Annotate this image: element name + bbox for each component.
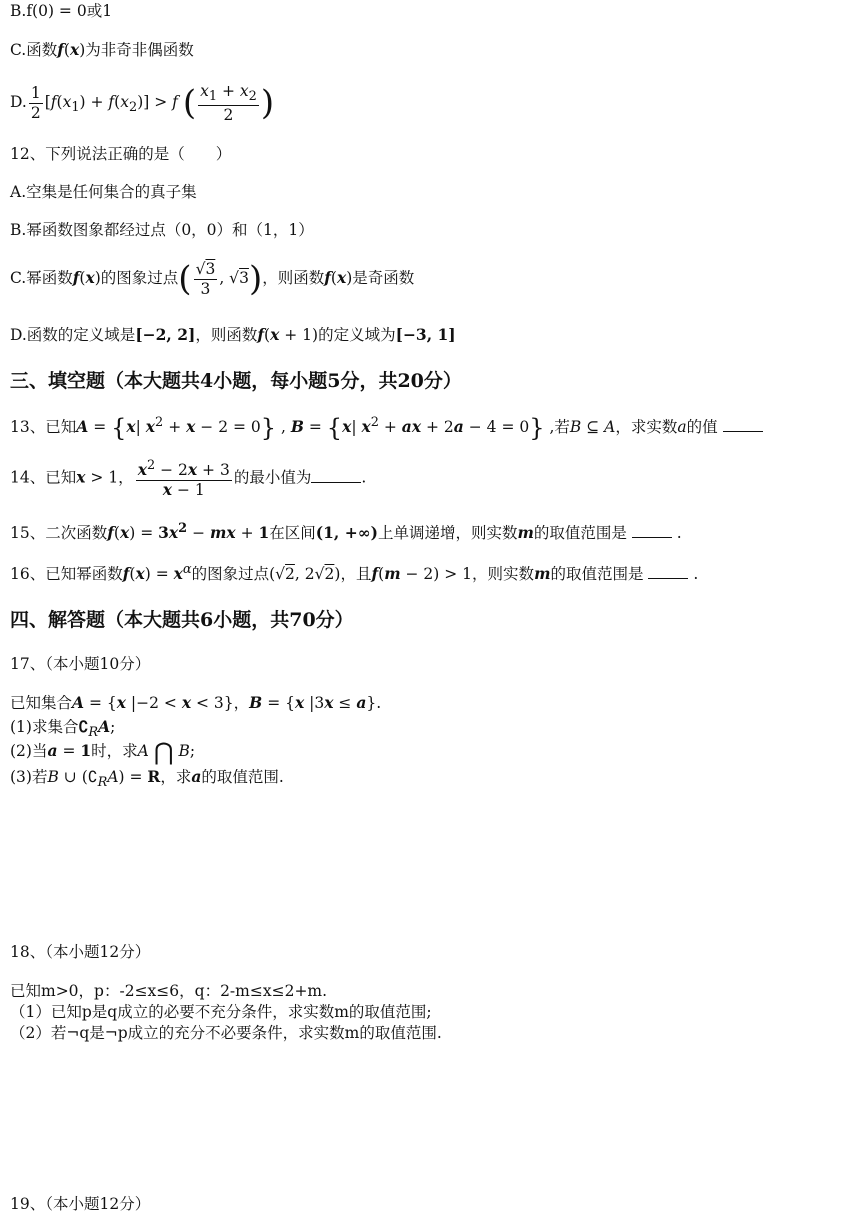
q17-part-1: (1)求集合$∁_RA$;	[10, 717, 116, 741]
q16: 16、已知幂函数$f(x) = x^\alpha$的图象过点(√2, 2√2)，且f(m − 2) > 1，则实数m的取值范围是 .	[10, 562, 699, 584]
q17-head: 17、（本小题10分）	[10, 655, 151, 673]
q18-stem: 已知m>0，p：-2≤x≤6，q：2-m≤x≤2+m.	[10, 982, 328, 1000]
q13: 13、已知A = {x| $x^2 + x - 2 = 0$} , B = {x| $x^2$ + ax + 2a − 4 = 0} ,若B ⊆ A，求实数a的值	[10, 415, 763, 440]
q17-part-2: (2)当a = 1时，求A ⋂ B;	[10, 738, 196, 766]
q18-part-2: （2）若¬q是¬p成立的充分不必要条件，求实数m的取值范围.	[10, 1024, 442, 1042]
q11-option-b: B.f(0) = 0或1	[10, 2, 113, 20]
section-4-title: 四、解答题（本大题共6小题，共70分）	[10, 609, 354, 631]
q17-stem: 已知集合A = {x |−2 < x < 3}，B = {x |3x ≤ a}.	[10, 693, 382, 712]
q18-head: 18、（本小题12分）	[10, 943, 151, 961]
q19-head: 19、（本小题12分）	[10, 1195, 151, 1213]
q18-part-1: （1）已知p是q成立的必要不充分条件，求实数m的取值范围;	[10, 1003, 432, 1021]
q17-part-3: (3)若B ∪ $(∁_RA) = R$，求a的取值范围.	[10, 767, 284, 791]
q12-option-a: A.空集是任何集合的真子集	[10, 183, 197, 201]
q12-option-b: B.幂函数图象都经过点（0，0）和（1，1）	[10, 221, 314, 239]
q12-option-d: D.函数的定义域是[−2, 2]，则函数f(x + 1)的定义域为[−3, 1]	[10, 325, 456, 344]
q11-option-c: C.函数f(x)为非奇非偶函数	[10, 40, 194, 59]
q14: 14、已知x > 1， $\frac{x^2 - 2x + 3}{x - 1}$ 的最小值为 .	[10, 458, 367, 499]
q11-option-d: D. $\frac{1}{2}$ $[f(x_1) + f(x_2)] > f$ ( $\frac{x_1 + x_2}{2}$ )	[10, 82, 275, 124]
q15: 15、二次函数$f(x) = 3x^2$ − mx + 1在区间(1, +∞)上单调递增，则实数m的取值范围是 .	[10, 521, 682, 543]
section-3-title: 三、填空题（本大题共4小题，每小题5分，共20分）	[10, 370, 462, 392]
q12-option-c: C.幂函数f(x)的图象过点( $\frac{√3}{3}$ , √3)，则函数f(x)是奇函数	[10, 259, 415, 300]
q12-stem: 12、下列说法正确的是（ ）	[10, 145, 232, 163]
